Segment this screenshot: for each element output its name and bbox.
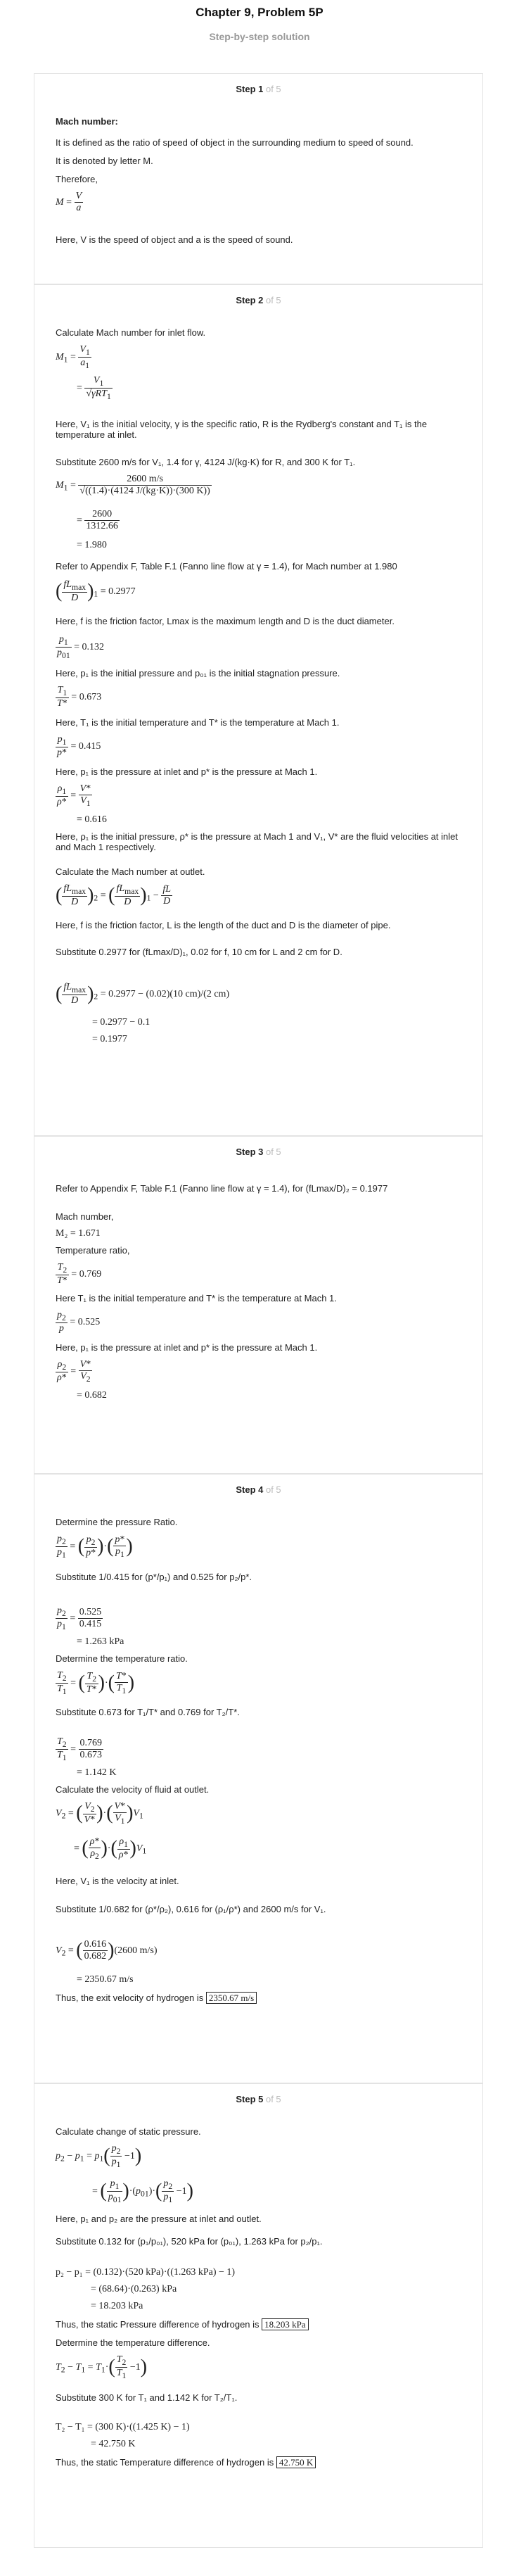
step-5-card [34, 2083, 483, 2548]
step-1-header [34, 84, 482, 94]
velocity-heading: Calculate the velocity of fluid at outlet. [56, 1784, 210, 1795]
page-header [0, 0, 519, 42]
mach-explanation: Here, V is the speed of object and a is the speed of sound. [56, 234, 293, 245]
therefore-text: Therefore, [56, 174, 98, 184]
calc-2d: 1312.66 [86, 521, 118, 532]
inlet-mach-text: Calculate Mach number for inlet flow. [56, 327, 206, 338]
mach-definition: It is defined as the ratio of speed of object in the surrounding medium to speed of sound. [56, 137, 414, 148]
mach-number-label: Mach number, [56, 1211, 114, 1222]
static-pressure-value: 18.203 kPa [262, 2318, 309, 2330]
ps1-val: = 0.415 [70, 740, 101, 752]
step-label: Step 5 [236, 2094, 264, 2104]
temp-diff-calc-2: = 42.750 K [91, 2439, 136, 2449]
static-pressure-calc-1: p₂ − p₁ = (0.132)·(520 kPa)·((1.263 kPa) − 1) [56, 2267, 236, 2278]
static-pressure-eq-2: = ( $\frac{p_1}{p_{01}}$ )$\cdot(p_{01})\cdot$( $\frac{p_2}{p_1}$ −1) [92, 2178, 193, 2205]
temp-explanation-2: Here T₁ is the initial temperature and T* is the temperature at Mach 1. [56, 1293, 337, 1303]
step-3-card [34, 1136, 483, 1474]
static-pressure-eq: $p_2 - p_1 = p_1$( $\frac{p_2}{p_1}$ −1) [56, 2143, 142, 2170]
substitute-temp: Substitute 0.673 for T₁/T* and 0.769 for T₂/T*. [56, 1707, 240, 1717]
rho-explanation: Here, ρ₁ is the initial pressure, ρ* is the pressure at Mach 1 and V₁, V* are the fluid velocities at inlet and Mach 1 respectively. [56, 831, 458, 852]
step-of: of 5 [263, 1484, 281, 1495]
temp-calc: $\frac{T_2}{T_1}$ = $\frac{0.769}{0.673}$ [57, 1736, 103, 1763]
pressure-explanation: Here, p₁ is the initial pressure and p₀₁ is the initial stagnation pressure. [56, 668, 340, 678]
mach-heading: Mach number: [56, 116, 118, 127]
step-of: of 5 [263, 1147, 281, 1157]
mach-denoted: It is denoted by letter M. [56, 156, 153, 166]
step-1-card [34, 73, 483, 284]
rho-ratio-2: $\frac{\rho_2}{\rho*}$ = $\frac{V*}{V_2}$ [57, 1359, 91, 1384]
temp-ratio-2: $\frac{T_2}{T*}$ = 0.769 [57, 1262, 102, 1287]
step-of: of 5 [263, 295, 281, 305]
mach-calc-2: = $\frac{2600}{1312.66}$ [77, 509, 118, 532]
static-pressure-calc-2: = (68.64)·(0.263) kPa [91, 2284, 177, 2294]
step-of: of 5 [263, 2094, 281, 2104]
pstar-explanation-2: Here, p₁ is the pressure at inlet and p* is the pressure at Mach 1. [56, 1342, 318, 1353]
step-5-header [34, 2094, 482, 2104]
step-label: Step 3 [236, 1147, 264, 1157]
rho-ratio-1: $\frac{\rho_1}{\rho*}$ = $\frac{V*}{V_1}$ [57, 783, 91, 808]
eq2: = 0.2977 − 0.1 [92, 1017, 150, 1028]
static-pressure-text: Thus, the static Pressure difference of hydrogen is [56, 2319, 260, 2330]
friction-explanation-2: Here, f is the friction factor, L is the length of the duct and D is the diameter of pipe. [56, 920, 391, 930]
fanno-ratio-1: ( $\frac{fL_{max}}{D}$ )$_1 = 0.2977$ [56, 579, 136, 604]
pr-val: = 0.525 [70, 1316, 101, 1327]
pstar-ratio-1: $\frac{p_1}{p*}$ = 0.415 [57, 734, 101, 759]
rho-val: = 0.682 [77, 1390, 107, 1401]
t1d: 0.673 [79, 1750, 103, 1761]
tr-val: = 0.769 [71, 1268, 102, 1280]
substitute-outlet: Substitute 0.2977 for (fLmax/D)₁, 0.02 for f, 10 cm for L and 2 cm for D. [56, 947, 342, 957]
r1d: 0.415 [79, 1619, 102, 1630]
velocity-calc: $V_2$ = ( $\frac{0.616}{0.682}$ )(2600 m/s) [56, 1939, 158, 1962]
temp-explanation: Here, T₁ is the initial temperature and T* is the temperature at Mach 1. [56, 717, 340, 728]
pressure-calc: $\frac{p_2}{p_1}$ = $\frac{0.525}{0.415}$ [57, 1605, 102, 1632]
step-4-card [34, 1474, 483, 2083]
step-4-header [34, 1484, 482, 1495]
temp-ratio-heading: Determine the temperature ratio. [56, 1653, 188, 1664]
step-of: of 5 [263, 84, 281, 94]
temp-result: = 1.142 K [77, 1767, 117, 1778]
static-pressure-calc-3: = 18.203 kPa [91, 2301, 143, 2311]
calc-num: 2600 m/s [127, 474, 163, 484]
exit-velocity-text: Thus, the exit velocity of hydrogen is [56, 1993, 204, 2003]
mach-formula-inlet: $M_1$ = $\frac{V_1}{a_1}$ [56, 344, 90, 371]
inlet-explanation: Here, V₁ is the initial velocity, γ is the specific ratio, R is the Rydberg's constant and T₁ is the temperature at inlet. [56, 419, 428, 440]
step-label: Step 2 [236, 295, 264, 305]
substitute-static-pressure: Substitute 0.132 for (p₁/p₀₁), 520 kPa for (p₀₁), 1.263 kPa for p₂/p₁. [56, 2236, 323, 2247]
step-2-header [34, 295, 482, 305]
temp-ratio-label: Temperature ratio, [56, 1245, 130, 1256]
fanno-outlet-calc: ( $\frac{fL_{max}}{D}$ )$_2 = 0.2977 - (0.02)(10$ cm)/(2 cm) [56, 982, 230, 1006]
mach-formula-inlet-2: = $\frac{V_1}{√\gamma RT_1}$ [77, 375, 111, 402]
calc-den: √((1.4)·(4124 J/(kg·K))·(300 K)) [79, 486, 210, 497]
v1: (2600 m/s) [114, 1945, 158, 1956]
substitute-velocity: Substitute 1/0.682 for (ρ*/ρ₂), 0.616 for (ρ₁/ρ*) and 2600 m/s for V₁. [56, 1904, 326, 1914]
exit-velocity-answer [56, 1993, 468, 2004]
mach-formula: M = $\frac{V}{a}$ [56, 191, 82, 214]
pressure-ratio-eq: $\frac{p_2}{p_1}$ = ( $\frac{p_2}{p*}$ )·( $\frac{p*}{p_1}$ ) [57, 1534, 133, 1560]
substitute-pressure: Substitute 1/0.415 for (p*/p₁) and 0.525 for p₂/p*. [56, 1572, 252, 1582]
eq1: = 0.2977 − (0.02)(10 cm)/(2 cm) [100, 988, 230, 999]
exit-velocity-value: 2350.67 m/s [206, 1992, 257, 2004]
page-title: Chapter 9, Problem 5P [196, 6, 323, 19]
eq3: = 0.1977 [92, 1034, 127, 1044]
pressure-ratio-2: $\frac{p_2}{p}$ = 0.525 [57, 1310, 101, 1334]
rho1-val: = 0.616 [77, 814, 107, 825]
step-label: Step 4 [236, 1484, 264, 1495]
velocity-explanation: Here, V₁ is the velocity at inlet. [56, 1876, 179, 1886]
r1: 0.525 [79, 1607, 102, 1618]
friction-explanation: Here, f is the friction factor, Lmax is the maximum length and D is the duct diameter. [56, 616, 395, 626]
appendix-ref: Refer to Appendix F, Table F.1 (Fanno line flow at γ = 1.4), for Mach number at 1.980 [56, 561, 397, 572]
pstar-explanation: Here, p₁ is the pressure at inlet and p* is the pressure at Mach 1. [56, 766, 318, 777]
t1: 0.769 [79, 1738, 103, 1749]
page-subtitle: Step-by-step solution [209, 31, 310, 42]
temp-ratio-eq: $\frac{T_2}{T_1}$ = ( $\frac{T_2}{T*}$ )·( $\frac{T*}{T_1}$ ) [57, 1670, 135, 1697]
static-pressure-answer [56, 2319, 468, 2330]
step-label: Step 1 [236, 84, 264, 94]
mach-calc: $M_1$ = $\frac{2600 m/s}{√((1.4)\cdot(4124 J/(kg\cdot K))\cdot(300 K))}$ [56, 474, 210, 497]
pressure-ratio-heading: Determine the pressure Ratio. [56, 1517, 178, 1527]
velocity-eq: $V_2$ = ( $\frac{V_2}{V*}$ )·( $\frac{V*}{V_1}$ )$V_1$ [56, 1801, 143, 1826]
mach-result: = 1.980 [77, 540, 107, 550]
velocity-eq-2: = ( $\frac{\rho*}{\rho_2}$ )·( $\frac{\rho_1}{\rho*}$ )$V_1$ [74, 1836, 147, 1861]
step-2-card [34, 284, 483, 1136]
temp-diff-eq: $T_2 - T_1 = T_1\cdot$( $\frac{T_2}{T_1}$ −1) [56, 2354, 148, 2381]
pressure-result: = 1.263 kPa [77, 1636, 124, 1647]
pr1-val: = 0.132 [74, 641, 105, 652]
temp-diff-heading: Determine the temperature difference. [56, 2337, 210, 2348]
temp-diff-calc-1: T₂ − T₁ = (300 K)·((1.425 K) − 1) [56, 2422, 190, 2432]
calc-2n: 2600 [92, 509, 113, 519]
velocity-result: = 2350.67 m/s [77, 1974, 134, 1985]
step-3-header [34, 1147, 482, 1157]
pressure-ratio-1: $\frac{p_1}{p_{01}}$ = 0.132 [57, 634, 105, 661]
fanno-outlet-eq: ( $\frac{fL_{max}}{D}$ )$_2$ = ( $\frac{fL_{max}}{D}$ )$_1$ − $\frac{fL}{D}$ [56, 883, 171, 908]
static-pressure-heading: Calculate change of static pressure. [56, 2126, 201, 2137]
temp-ratio-1: $\frac{T_1}{T*}$ = 0.673 [57, 685, 102, 709]
outlet-mach-text: Calculate the Mach number at outlet. [56, 866, 205, 877]
fanno1-val: = 0.2977 [100, 586, 136, 597]
temp-diff-text: Thus, the static Temperature difference of hydrogen is [56, 2457, 274, 2468]
tr1-val: = 0.673 [71, 691, 102, 702]
pressure-inlet-outlet: Here, p₁ and p₂ are the pressure at inlet and outlet. [56, 2214, 262, 2224]
appendix-ref-2: Refer to Appendix F, Table F.1 (Fanno line flow at γ = 1.4), for (fLmax/D)₂ = 0.1977 [56, 1183, 388, 1194]
mach-2-value: M₂ = 1.671 [56, 1228, 101, 1239]
substitute-inlet: Substitute 2600 m/s for V₁, 1.4 for γ, 4124 J/(kg·K) for R, and 300 K for T₁. [56, 457, 356, 467]
temp-diff-answer [56, 2457, 468, 2468]
temp-diff-value: 42.750 K [276, 2456, 316, 2468]
substitute-temp-diff: Substitute 300 K for T₁ and 1.142 K for T₂/T₁. [56, 2392, 238, 2403]
